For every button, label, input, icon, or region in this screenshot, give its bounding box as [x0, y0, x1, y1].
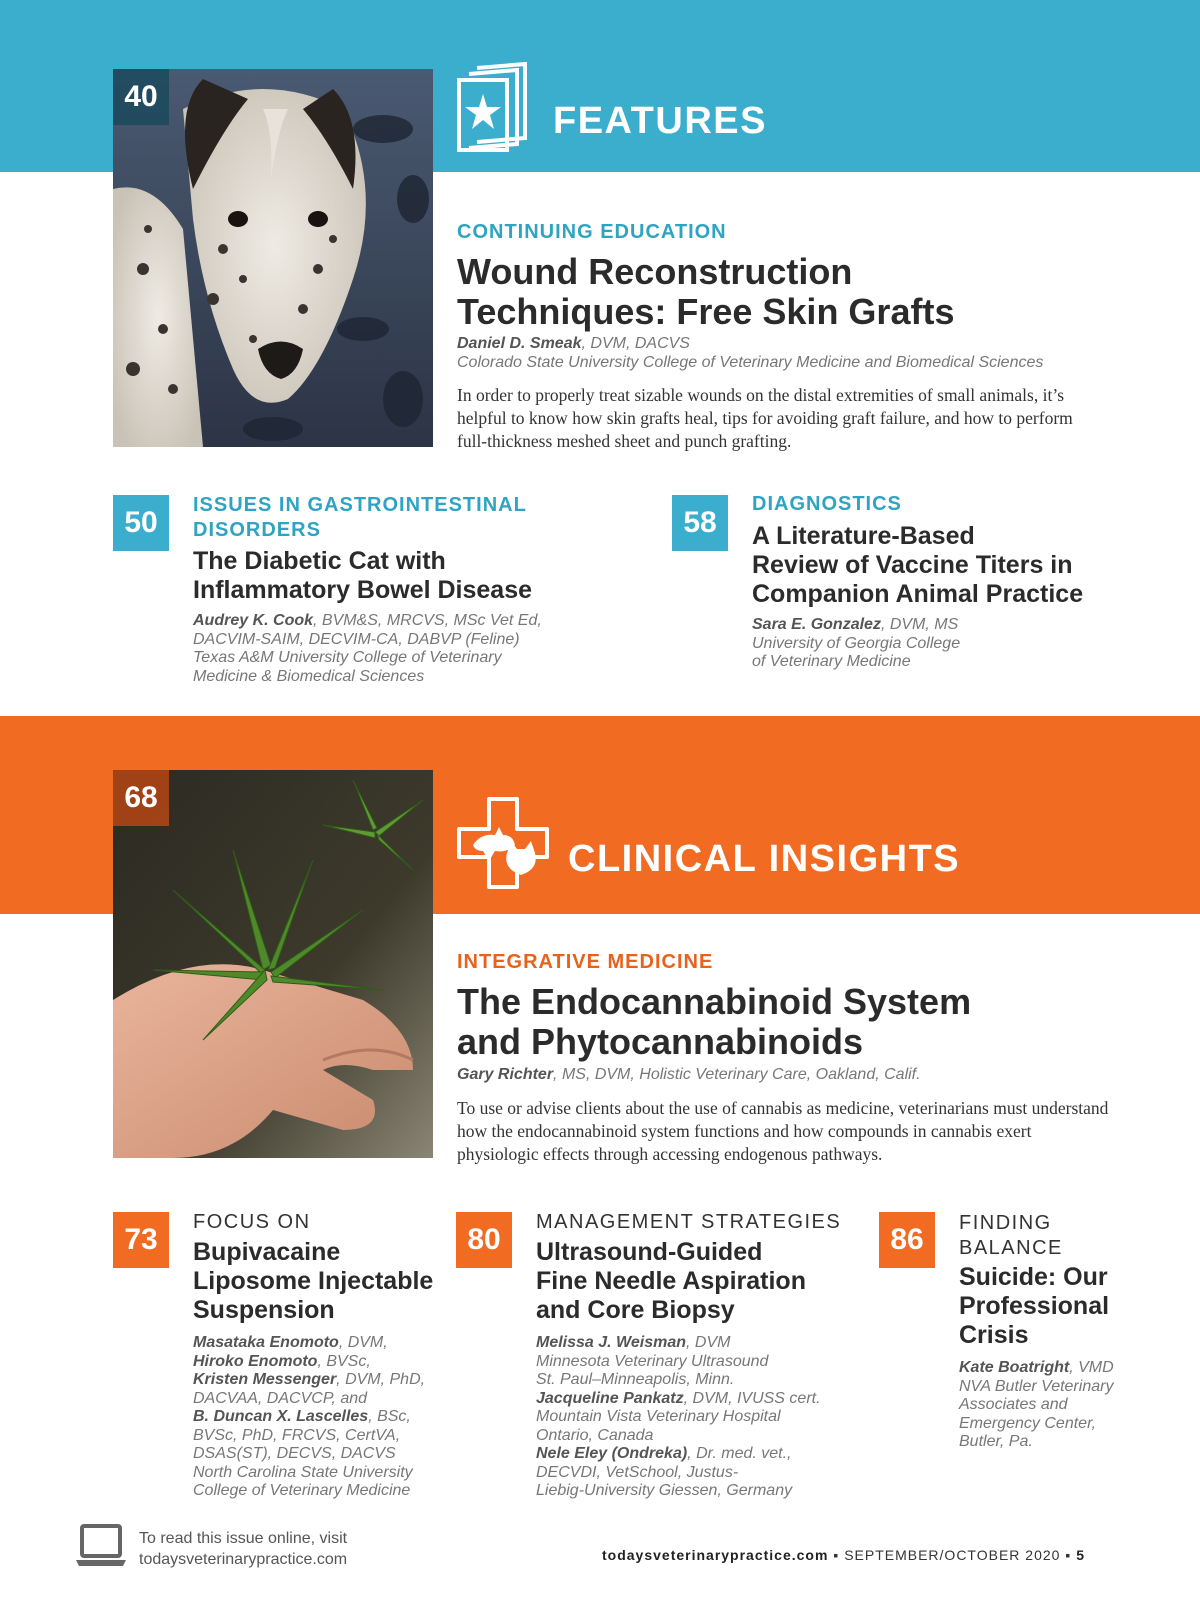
author-affiliation: Colorado State University College of Veterinary Medicine and Biomedical Sciences: [457, 353, 1044, 371]
laptop-icon: [74, 1522, 128, 1570]
features-book-star-icon: [455, 62, 531, 154]
byline-line: Emergency Center,: [959, 1414, 1096, 1432]
article-byline: [193, 612, 542, 686]
author-credentials: , VMD: [1069, 1359, 1114, 1376]
medical-cross-pet-icon: [455, 795, 551, 891]
headline-line: The Diabetic Cat with: [193, 547, 446, 575]
headline-line: Suspension: [193, 1296, 335, 1324]
author-credentials: , BVSc,: [317, 1352, 371, 1370]
feature-category: INTEGRATIVE MEDICINE: [457, 951, 714, 973]
feature-summary: [457, 1097, 1108, 1166]
byline-line: Medicine & Biomedical Sciences: [193, 667, 425, 685]
feature-headline[interactable]: [457, 252, 954, 332]
author-credentials: , DVM, PhD,: [336, 1371, 426, 1388]
article-category: [959, 1211, 1063, 1261]
article-byline: [536, 1334, 821, 1501]
summary-line: To use or advise clients about the use of cannabis as medicine, veterinarians must understand: [457, 1098, 1109, 1118]
page-number-badge: 86: [879, 1212, 935, 1268]
author-credentials: , MS, DVM, Holistic Veterinary Care, Oakland, Calif.: [553, 1066, 921, 1083]
headline-line: The Endocannabinoid System: [457, 981, 972, 1022]
byline-line: BVSc, PhD, FRCVS, CertVA,: [193, 1426, 401, 1444]
byline-line: Texas A&M University College of Veterinary: [193, 649, 502, 666]
article-byline: [959, 1359, 1114, 1452]
bullet-separator: ▪: [833, 1547, 845, 1563]
footer-site[interactable]: todaysveterinarypractice.com: [602, 1547, 829, 1563]
author-name: Jacqueline Pankatz: [536, 1389, 684, 1407]
author-credentials: , DVM, IVUSS cert.: [683, 1389, 821, 1407]
article-category: [193, 493, 527, 543]
headline-line: Ultrasound-Guided: [536, 1238, 763, 1266]
headline-line: Review of Vaccine Titers in: [752, 551, 1073, 579]
byline-line: Minnesota Veterinary Ultrasound: [536, 1352, 769, 1370]
footer-page-number: 5: [1076, 1547, 1085, 1563]
summary-line: physiologic effects through accessing endogenous pathways.: [457, 1144, 883, 1164]
byline-line: of Veterinary Medicine: [752, 653, 911, 670]
cannabis-hand-photo: [113, 770, 433, 1158]
byline-line: DACVIM-SAIM, DECVIM-CA, DABVP (Feline): [193, 630, 520, 648]
page-number-badge: 50: [113, 495, 169, 551]
footer-folio: [602, 1547, 1085, 1563]
article-category: DIAGNOSTICS: [752, 493, 902, 515]
author-name: Daniel D. Smeak: [457, 335, 582, 352]
author-credentials: , DVM, MS: [880, 616, 959, 633]
feature-headline[interactable]: [457, 982, 971, 1062]
page-number-badge: 40: [113, 69, 169, 125]
author-name: B. Duncan X. Lascelles: [193, 1408, 369, 1425]
headline-line: Suicide: Our: [959, 1263, 1108, 1291]
author-credentials: , DVM, DACVS: [581, 335, 690, 352]
headline-line: Bupivacaine: [193, 1238, 341, 1266]
footer-issue-date: SEPTEMBER/OCTOBER 2020: [844, 1547, 1061, 1563]
headline-line: Companion Animal Practice: [752, 580, 1084, 608]
article-category: FOCUS ON: [193, 1211, 311, 1233]
headline-line: Fine Needle Aspiration: [536, 1267, 806, 1295]
headline-line: Techniques: Free Skin Grafts: [457, 291, 955, 332]
bullet-separator: ▪: [1065, 1547, 1077, 1563]
article-headline[interactable]: [536, 1238, 806, 1325]
byline-line: DSAS(ST), DECVS, DACVS: [193, 1445, 396, 1462]
online-url-link[interactable]: todaysveterinarypractice.com: [139, 1551, 348, 1568]
author-credentials: , DVM,: [338, 1334, 388, 1351]
author-name: Gary Richter: [457, 1066, 554, 1083]
byline-line: DECVDI, VetSchool, Justus-: [536, 1463, 739, 1481]
author-credentials: , BVM&S, MRCVS, MSc Vet Ed,: [313, 612, 542, 629]
author-credentials: , Dr. med. vet.,: [687, 1445, 792, 1462]
author-name: Hiroko Enomoto: [193, 1352, 318, 1370]
byline-line: College of Veterinary Medicine: [193, 1482, 411, 1499]
author-name: Audrey K. Cook: [193, 612, 314, 629]
summary-line: In order to properly treat sizable wounds on the distal extremities of small animals, it’s: [457, 385, 1065, 405]
features-section-title: FEATURES: [553, 100, 767, 142]
headline-line: Crisis: [959, 1321, 1029, 1349]
byline-line: North Carolina State University: [193, 1463, 413, 1481]
clinical-section-title: CLINICAL INSIGHTS: [568, 838, 961, 880]
author-credentials: , BSc,: [368, 1408, 411, 1425]
category-line: DISORDERS: [193, 519, 321, 541]
byline-line: Associates and: [959, 1396, 1068, 1413]
feature-byline: [457, 1066, 921, 1085]
summary-line: how the endocannabinoid system functions and how compounds in cannabis exert: [457, 1121, 1032, 1141]
page-number-badge: 68: [113, 770, 169, 826]
category-line: FINDING: [959, 1212, 1052, 1234]
page-number-badge: 73: [113, 1212, 169, 1268]
byline-line: NVA Butler Veterinary: [959, 1377, 1114, 1395]
author-name: Kristen Messenger: [193, 1371, 337, 1388]
page-number-badge: 58: [672, 495, 728, 551]
headline-line: Wound Reconstruction: [457, 251, 853, 292]
online-notice[interactable]: [139, 1528, 347, 1570]
author-credentials: , DVM: [686, 1334, 731, 1351]
article-byline: [193, 1334, 425, 1501]
author-name: Melissa J. Weisman: [536, 1334, 686, 1351]
byline-line: Ontario, Canada: [536, 1426, 654, 1444]
author-name: Nele Eley (Ondreka): [536, 1445, 688, 1462]
summary-line: full-thickness meshed sheet and punch grafting.: [457, 431, 792, 451]
article-byline: [752, 616, 960, 672]
headline-line: Liposome Injectable: [193, 1267, 434, 1295]
byline-line: University of Georgia College: [752, 634, 961, 652]
summary-line: helpful to know how skin grafts heal, tips for avoiding graft failure, and how to perform: [457, 408, 1073, 428]
dog-photo: [113, 69, 433, 447]
online-notice-line: To read this issue online, visit: [139, 1530, 348, 1547]
byline-line: DACVAA, DACVCP, and: [193, 1389, 368, 1407]
article-headline[interactable]: [959, 1263, 1109, 1350]
headline-line: Professional: [959, 1292, 1110, 1320]
feature-byline: [457, 335, 1043, 372]
category-line: BALANCE: [959, 1237, 1063, 1259]
article-category: MANAGEMENT STRATEGIES: [536, 1211, 842, 1233]
article-headline[interactable]: [193, 1238, 433, 1325]
byline-line: Mountain Vista Veterinary Hospital: [536, 1408, 781, 1425]
article-headline[interactable]: [752, 522, 1083, 609]
author-name: Kate Boatright: [959, 1359, 1070, 1376]
headline-line: A Literature-Based: [752, 522, 975, 550]
headline-line: and Core Biopsy: [536, 1296, 735, 1324]
category-line: ISSUES IN GASTROINTESTINAL: [193, 494, 527, 516]
byline-line: Butler, Pa.: [959, 1433, 1033, 1450]
headline-line: and Phytocannabinoids: [457, 1021, 864, 1062]
feature-category: CONTINUING EDUCATION: [457, 221, 727, 243]
author-name: Masataka Enomoto: [193, 1334, 339, 1351]
article-headline[interactable]: [193, 547, 532, 605]
headline-line: Inflammatory Bowel Disease: [193, 576, 533, 604]
page-number-badge: 80: [456, 1212, 512, 1268]
author-name: Sara E. Gonzalez: [752, 616, 881, 633]
feature-summary: [457, 384, 1073, 453]
byline-line: St. Paul–Minneapolis, Minn.: [536, 1371, 735, 1388]
byline-line: Liebig-University Giessen, Germany: [536, 1482, 793, 1499]
